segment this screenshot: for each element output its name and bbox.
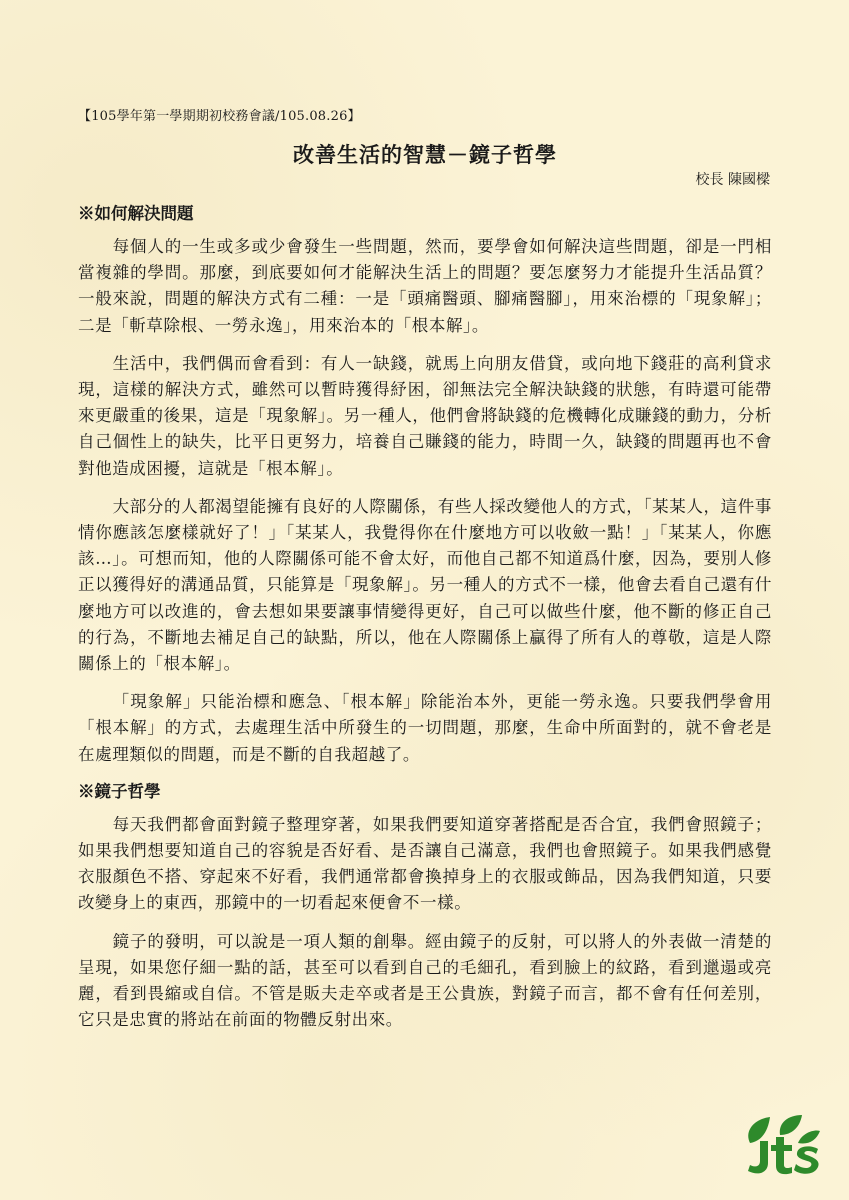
document-page [78, 108, 772, 1045]
logo-letter-s [794, 1146, 819, 1173]
paragraph: 鏡子的發明，可以說是一項人類的創舉。經由鏡子的反射，可以將人的外表做一清楚的呈現，如果您仔細一點的話，甚至可以看到自己的毛細孔，看到臉上的紋路，看到邋遢或亮麗，看到畏縮或自信。不管是販夫走卒或者是王公貴族，對鏡子而言，都不會有任何差別，它只是忠實的將站在前面的物體反射出來。 [78, 931, 772, 1030]
logo-letter-j [748, 1141, 768, 1173]
section-problem-solving [78, 202, 772, 768]
section-heading: ※如何解決問題 [78, 204, 194, 223]
section-mirror-philosophy [78, 780, 772, 1034]
logo-leaf [780, 1115, 802, 1135]
page-title: 改善生活的智慧－鏡子哲學 [293, 142, 557, 167]
paragraph: 每個人的一生或多或少會發生一些問題，然而，要學會如何解決這些問題，卻是一門相當複雜的學問。那麼，到底要如何才能解決生活上的問題？要怎麼努力才能提升生活品質？一般來說，問題的解決方式有二種：一是「頭痛醫頭、腳痛醫腳」，用來治標的「現象解」；二是「斬草除根、一勞永逸」，用來治本的「根本解」。 [78, 237, 772, 335]
paragraph: 大部分的人都渴望能擁有良好的人際關係，有些人採改變他人的方式，「某某人，這件事情你應該怎麼樣就好了！」「某某人，我覺得你在什麼地方可以收斂一點！」「某某人，你應該…」。可想而知，他的人際關係可能不會太好，而他自己都不知道爲什麼，因為，要別人修正以獲得好的溝通品質，只能算是「現象解」。另一種人的方式不一樣，他會去看自己還有什麼地方可以改進的，會去想如果要讓事情變得更好，自己可以做些什麼，他不斷的修正自己的行為，不斷地去補足自己的缺點，所以，他在人際關係上贏得了所有人的尊敬，這是人際關係上的「根本解」。 [78, 496, 772, 674]
meeting-header: 【105學年第一學期期初校務會議/105.08.26】 [78, 109, 361, 124]
school-logo [740, 1113, 822, 1177]
paragraph: 每天我們都會面對鏡子整理穿著，如果我們要知道穿著搭配是否合宜，我們會照鏡子；如果我們想要知道自己的容貌是否好看、是否讓自己滿意，我們也會照鏡子。如果我們感覺衣服顏色不搭、穿起來不好看，我們通常都會換掉身上的衣服或飾品，因為我們知道，只要改變身上的東西，那鏡中的一切看起來便會不一樣。 [78, 814, 772, 913]
paragraph: 「現象解」只能治標和應急、「根本解」除能治本外，更能一勞永逸。只要我們學會用「根本解」的方式，去處理生活中所發生的一切問題，那麼，生命中所面對的，就不會老是在處理類似的問題，而是不斷的自我超越了。 [78, 692, 772, 764]
paragraph: 生活中，我們偶而會看到：有人一缺錢，就馬上向朋友借貸，或向地下錢莊的高利貸求現，這樣的解決方式，雖然可以暫時獲得紓困，卻無法完全解決缺錢的狀態，有時還可能帶來更嚴重的後果，這是「現象解」。另一種人，他們會將缺錢的危機轉化成賺錢的動力，分析自己個性上的缺失，比平日更努力，培養自己賺錢的能力，時間一久，缺錢的問題再也不會對他造成困擾，這就是「根本解」。 [78, 353, 772, 478]
logo-leaf [798, 1131, 820, 1144]
logo-leaf [748, 1117, 770, 1143]
author-line: 校長 陳國樑 [695, 172, 770, 188]
section-heading: ※鏡子哲學 [78, 781, 161, 801]
logo-letter-t [771, 1137, 792, 1174]
